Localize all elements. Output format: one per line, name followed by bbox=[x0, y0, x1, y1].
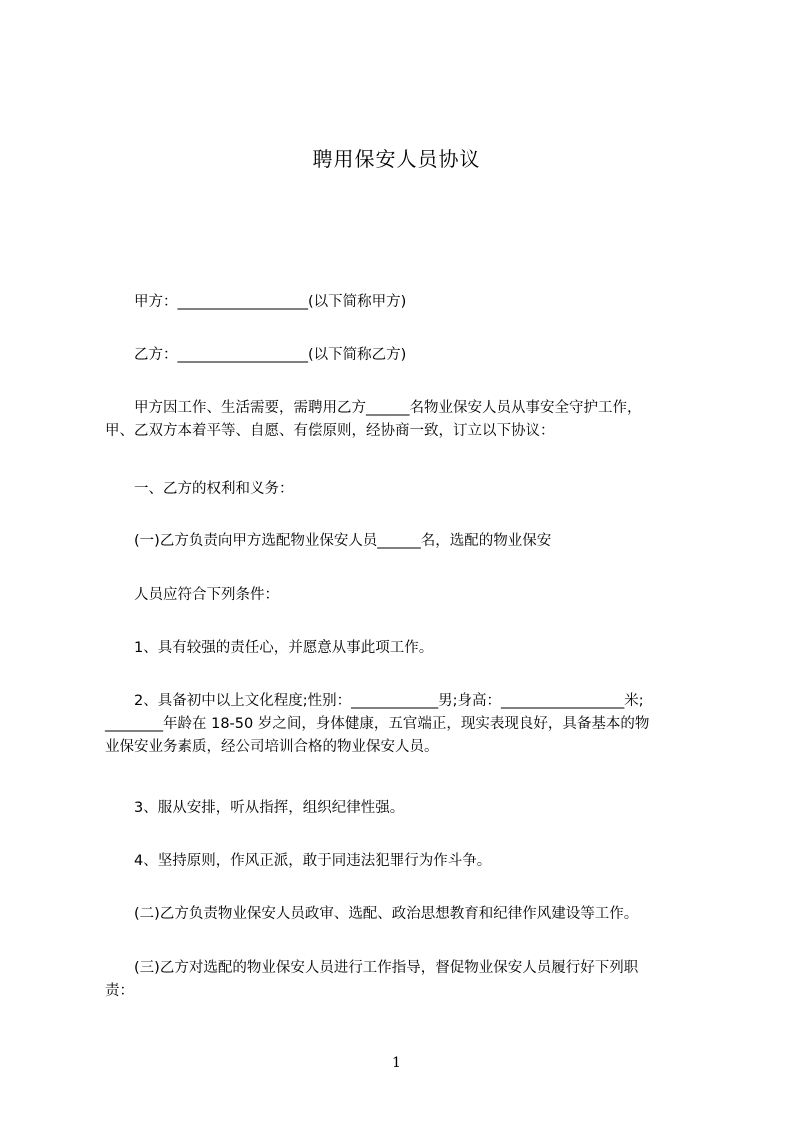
document-title: 聘用保安人员协议 bbox=[312, 147, 481, 171]
clause-3-paragraph: (三)乙方对选配的物业保安人员进行工作指导，督促物业保安人员履行好下列职 责： bbox=[105, 960, 639, 999]
condition-4: 4、坚持原则，作风正派，敢于同违法犯罪行为作斗争。 bbox=[105, 853, 492, 869]
party-b-line: 乙方：__________________(以下简称乙方) bbox=[105, 347, 407, 363]
condition-1: 1、具有较强的责任心，并愿意从事此项工作。 bbox=[105, 640, 434, 656]
conditions-intro: 人员应符合下列条件： bbox=[105, 587, 279, 603]
page-number: 1 bbox=[392, 1055, 401, 1071]
party-a-line: 甲方：__________________(以下简称甲方) bbox=[105, 294, 407, 310]
section-heading-rights: 一、乙方的权利和义务： bbox=[105, 481, 294, 497]
condition-3: 3、服从安排，听从指挥，组织纪律性强。 bbox=[105, 800, 405, 816]
clause-2-paragraph: (二)乙方负责物业保安人员政审、选配、政治思想教育和纪律作风建设等工作。 bbox=[105, 906, 639, 922]
intro-paragraph: 甲方因工作、生活需要，需聘用乙方______名物业保安人员从事安全守护工作， 甲、乙双方本着平等、自愿、有偿原则，经协商一致，订立以下协议： bbox=[105, 400, 642, 439]
clause-1-paragraph: (一)乙方负责向甲方选配物业保安人员______名，选配的物业保安 bbox=[105, 533, 552, 549]
condition-2: 2、具备初中以上文化程度;性别：____________男;身高：_________________米; ________年龄在 18-50 岁之间，身体健康，五官端正，现实表现良好，具备基本的物 业保安业务素质，经公司培训合格的物业保安人员。 bbox=[105, 693, 650, 755]
